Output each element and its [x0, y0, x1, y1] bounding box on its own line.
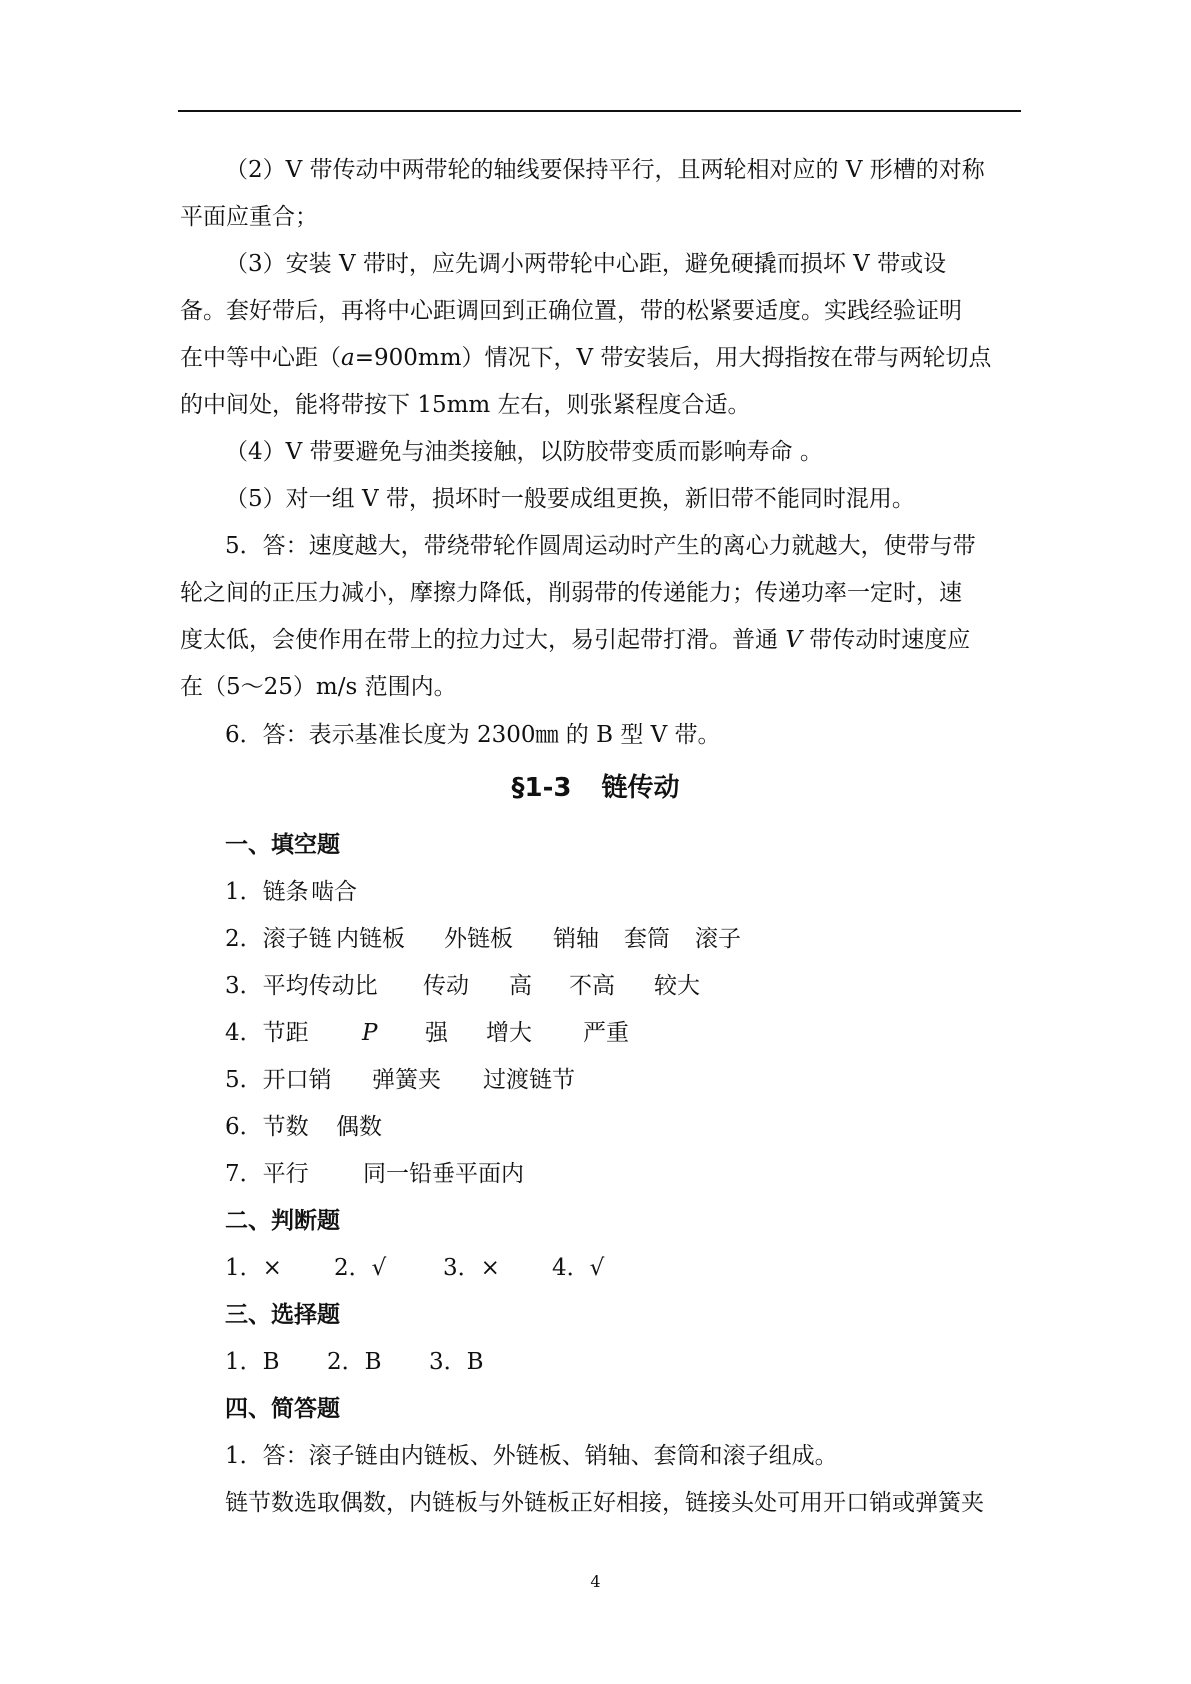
section-name: 链传动 [601, 773, 680, 803]
answer-row [225, 1159, 524, 1189]
paragraph-line: （5）对一组 V 带，损坏时一般要成组更换，新旧带不能同时混用。 [225, 486, 915, 512]
answer-cell: 1．× [225, 1255, 282, 1281]
answer-cell: 严重 [583, 1020, 629, 1046]
paragraph-line: 的中间处，能将带按下 15mm 左右，则张紧程度合适。 [180, 392, 751, 418]
answer-row [225, 1347, 484, 1377]
heading-judgment: 二、判断题 [225, 1208, 340, 1234]
answer-cell: P [362, 1020, 378, 1046]
answer-row [225, 1065, 575, 1095]
text-run: 度太低，会使作用在带上的拉力过大，易引起带打滑。普通 [180, 627, 786, 653]
section-title [0, 771, 1191, 805]
paragraph-line: （4）V 带要避免与油类接触，以防胶带变质而影响寿命 。 [225, 439, 823, 465]
paragraph-line [180, 343, 991, 373]
heading-short-answer: 四、简答题 [225, 1396, 340, 1422]
answer-cell: 销轴 [553, 926, 599, 952]
answer-cell: 5．开口销 [225, 1067, 332, 1093]
answer-cell: 3．B [429, 1349, 484, 1375]
answer-row [225, 877, 357, 907]
text-run: 带传动时速度应 [801, 627, 971, 653]
answer-cell: 高 [509, 973, 532, 999]
answer-cell: 偶数 [336, 1114, 382, 1140]
answer-cell: 6．节数 [225, 1114, 309, 1140]
answer-cell: 2．B [327, 1349, 382, 1375]
paragraph-line: 6．答：表示基准长度为 2300㎜ 的 B 型 V 带。 [225, 722, 721, 748]
answer-row [225, 924, 741, 954]
paragraph-line: 链节数选取偶数，内链板与外链板正好相接，链接头处可用开口销或弹簧夹 [225, 1490, 984, 1516]
answer-cell: 4．√ [552, 1255, 605, 1281]
answer-cell: 4．节距 [225, 1020, 309, 1046]
answer-cell: 2．√ [334, 1255, 387, 1281]
heading-choice: 三、选择题 [225, 1302, 340, 1328]
paragraph-line: 轮之间的正压力减小，摩擦力降低，削弱带的传递能力；传递功率一定时，速 [180, 580, 962, 606]
variable-v: V [785, 627, 802, 653]
page-number: 4 [590, 1572, 601, 1591]
variable-a: a [341, 345, 355, 371]
answer-cell: 增大 [486, 1020, 532, 1046]
answer-row [225, 1018, 629, 1048]
answer-cell: 内链板 [336, 926, 405, 952]
answer-row [225, 1253, 604, 1283]
header-rule [178, 110, 1021, 112]
answer-cell: 2．滚子链 [225, 926, 332, 952]
answer-cell: 3．平均传动比 [225, 973, 378, 999]
answer-cell: 同一铅垂平面内 [363, 1161, 524, 1187]
answer-cell: 过渡链节 [483, 1067, 575, 1093]
section-number: §1-3 [511, 773, 572, 803]
answer-cell: 较大 [654, 973, 700, 999]
answer-cell: 套筒 [624, 926, 670, 952]
text-run: 在中等中心距（ [180, 345, 341, 371]
answer-cell: 7．平行 [225, 1161, 309, 1187]
answer-cell: 传动 [423, 973, 469, 999]
paragraph-line: 平面应重合； [180, 204, 318, 230]
answer-cell: 啮合 [311, 879, 357, 905]
paragraph-line: （2）V 带传动中两带轮的轴线要保持平行，且两轮相对应的 V 形槽的对称 [225, 157, 985, 183]
answer-cell: 不高 [569, 973, 615, 999]
answer-cell: 强 [425, 1020, 448, 1046]
heading-fill-blank: 一、填空题 [225, 832, 340, 858]
paragraph-line: 5．答：速度越大，带绕带轮作圆周运动时产生的离心力就越大，使带与带 [225, 533, 976, 559]
answer-cell: 3．× [443, 1255, 500, 1281]
paragraph-line: 备。套好带后，再将中心距调回到正确位置，带的松紧要适度。实践经验证明 [180, 298, 962, 324]
answer-cell: 1．B [225, 1349, 280, 1375]
answer-row [225, 1112, 382, 1142]
paragraph-line: 在（5～25）m/s 范围内。 [180, 674, 457, 700]
answer-cell: 1．链条 [225, 879, 309, 905]
answer-row [225, 971, 700, 1001]
paragraph-line: 1．答：滚子链由内链板、外链板、销轴、套筒和滚子组成。 [225, 1443, 838, 1469]
answer-cell: 外链板 [444, 926, 513, 952]
answer-cell: 滚子 [695, 926, 741, 952]
paragraph-line [180, 625, 970, 655]
paragraph-line: （3）安装 V 带时，应先调小两带轮中心距，避免硬撬而损坏 V 带或设 [225, 251, 947, 277]
text-run: =900mm）情况下，V 带安装后，用大拇指按在带与两轮切点 [354, 345, 992, 371]
answer-cell: 弹簧夹 [372, 1067, 441, 1093]
